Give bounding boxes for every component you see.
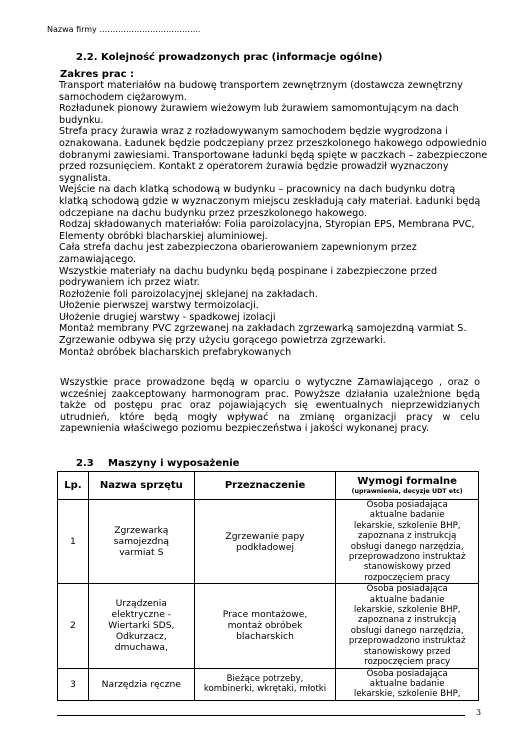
cell-requirements-line: lekarskie, szkolenie BHP, <box>353 605 461 616</box>
cell-lp-line: 3 <box>70 678 76 690</box>
cell-requirements-line: stanowiskowy przed <box>363 646 451 657</box>
cell-lp <box>58 668 89 700</box>
cell-purpose-line: Zgrzewanie papy <box>225 530 305 542</box>
cell-requirements-line: Osoba posiadająca <box>366 500 448 510</box>
scope-line: Elementy obróbki blacharskiej aluminiowej. <box>59 230 268 242</box>
scope-line: dobranymi zawiesiami. Transportowane ładunki będą spięte w paczkach – zabezpieczone <box>59 149 488 161</box>
cell-purpose-line: montaż obróbek <box>227 620 303 632</box>
cell-name-line: samojezdną <box>113 536 169 548</box>
scope-line: Rodzaj składowanych materiałów: Folia paroizolacyjna, Styropian EPS, Membrana PVC, <box>59 219 475 231</box>
scope-line: samochodem ciężarowym. <box>59 91 187 103</box>
cell-purpose <box>194 500 336 584</box>
scope-line: Ułożenie drugiej warstwy - spadkowej izolacji <box>59 311 276 323</box>
scope-line: odczepiane na dachu budynku przez przeszkolonego hakowego. <box>59 207 368 219</box>
cell-requirements-line: aktualne badanie <box>369 510 445 521</box>
cell-name <box>88 500 194 584</box>
scope-line: Wejście na dach klatką schodową w budynku – pracownicy na dach budynku dotrą <box>59 184 456 196</box>
cell-purpose-line: kombinerki, wkrętaki, młotki <box>203 684 327 695</box>
cell-name-line: Urządzenia <box>115 598 167 610</box>
cell-requirements-line: Osoba posiadająca <box>366 584 448 595</box>
col-lp: Lp. <box>58 472 89 500</box>
cell-requirements-line: aktualne badanie <box>369 594 445 605</box>
col-requirements-label: Wymogi formalne <box>357 475 457 487</box>
equipment-section-title <box>76 458 239 469</box>
cell-requirements-line: przeprowadzono instruktaż <box>348 552 466 563</box>
cell-requirements <box>336 500 479 584</box>
cell-name-line: Wiertarki SDS, <box>108 620 175 632</box>
cell-requirements <box>336 668 479 700</box>
col-purpose: Przeznaczenie <box>194 472 336 500</box>
scope-line: Montaż membrany PVC zgrzewanej na zakładach zgrzewarką samojezdną varmiat S. <box>59 323 467 335</box>
scope-line: Cała strefa dachu jest zabezpieczona obarierowaniem zapewnionym przez <box>59 242 417 254</box>
scope-line: Transport materiałów na budowę transportem zewnętrznym (dostawcza zewnętrzny <box>59 80 463 91</box>
cell-name-line: Zgrzewarką <box>114 525 169 537</box>
cell-requirements-line: rozpoczęciem pracy <box>364 657 451 668</box>
cell-requirements-line: lekarskie, szkolenie BHP, <box>353 689 461 700</box>
scope-line: Wszystkie materiały na dachu budynku będą pospinane i zabezpieczone przed <box>59 265 438 277</box>
cell-name-line: Odkurzacz, <box>115 631 167 643</box>
page-number: 3 <box>476 708 482 717</box>
cell-requirements-line: Osoba posiadająca <box>366 668 448 679</box>
scope-line: budynku. <box>59 114 104 126</box>
cell-purpose-line: podkładowej <box>236 541 295 553</box>
section-title: 2.2. Kolejność prowadzonych prac (informacje ogólne) <box>76 52 383 63</box>
cell-requirements-line: aktualne badanie <box>369 678 445 689</box>
table-row <box>58 584 479 668</box>
cell-name-line: elektryczne - <box>111 609 172 621</box>
paragraph-line: wcześniej zaakceptowany harmonogram prac. Powyższe działania uzależnione będą <box>60 388 480 400</box>
scope-line: zamawiającego. <box>59 253 137 265</box>
table-row <box>58 500 479 584</box>
equipment-section-label: Maszyny i wyposażenie <box>108 458 240 469</box>
table-header-row <box>58 472 479 500</box>
cell-lp-line: 2 <box>70 620 76 632</box>
paragraph-line: Wszystkie prace prowadzone będą w oparciu o wytyczne Zamawiającego , oraz o <box>60 377 480 388</box>
scope-line: Strefa pracy żurawia wraz z rozładowywanym samochodem będzie wygrodzona i <box>59 126 448 138</box>
paragraph-line: zapewnienia właściwego poziomu bezpieczeństwa i jakości wykonanej pracy. <box>60 423 429 435</box>
scope-line: Montaż obróbek blacharskich prefabrykowanych <box>59 346 292 358</box>
paragraph-line: także od postępu prac oraz pojawiających się ewentualnych nieprzewidzianych <box>60 400 480 412</box>
col-requirements <box>336 472 479 500</box>
scope-line: podrywaniem ich przez wiatr. <box>59 277 200 289</box>
cell-purpose <box>194 584 336 668</box>
scope-line: Rozładunek pionowy żurawiem wieżowym lub żurawiem samomontującym na dach <box>59 103 459 115</box>
equipment-section-number: 2.3 <box>76 458 94 469</box>
cell-requirements <box>336 584 479 668</box>
scope-title: Zakres prac : <box>60 69 135 80</box>
cell-requirements-line: zapoznana z instrukcją <box>357 615 457 626</box>
paragraph-line: utrudnień, które będą mogły wpływać na zmianę organizacji pracy w celu <box>60 411 480 423</box>
scope-line: przed rozsunięciem. Kontakt z operatorem żurawia będzie prowadził wyznaczony <box>59 161 449 173</box>
scope-line: oznakowana. Ładunek będzie podczepiany przez przeszkolonego hakowego odpowiednio <box>59 137 487 149</box>
scope-text <box>59 80 488 358</box>
cell-name-line: varmiat S <box>119 547 164 559</box>
cell-name-line: Narzędzia ręczne <box>101 678 181 690</box>
cell-purpose <box>194 668 336 700</box>
cell-purpose-line: blacharskich <box>236 631 294 643</box>
scope-line: klatką schodową gdzie w wyznaczonym miejscu zeskładują cały materiał. Ładunki będą <box>59 195 481 207</box>
scope-line: Rozłożenie foli paroizolacyjnej sklejanej na zakładach. <box>59 288 318 300</box>
cell-name-line: dmuchawa, <box>114 642 168 654</box>
scope-line: sygnalista. <box>59 172 111 184</box>
cell-requirements-line: obsługi danego narzędzia, <box>350 625 464 636</box>
col-name: Nazwa sprzętu <box>88 472 194 500</box>
scope-line: Zgrzewanie odbywa się przy użyciu gorącego powietrza zgrzewarki. <box>59 335 386 347</box>
scope-line: Ułożenie pierwszej warstwy termoizolacji. <box>59 300 259 312</box>
general-paragraph <box>60 377 480 435</box>
cell-requirements-line: obsługi danego narzędzia, <box>350 541 464 552</box>
cell-lp <box>58 500 89 584</box>
table-row <box>58 668 479 700</box>
cell-requirements-line: zapoznana z instrukcją <box>357 531 457 542</box>
cell-requirements-line: stanowiskowy przed <box>363 562 451 573</box>
cell-name <box>88 668 194 700</box>
equipment-table <box>57 471 479 701</box>
cell-purpose-line: Bieżące potrzeby, <box>226 673 304 684</box>
cell-purpose-line: Prace montażowe, <box>222 609 308 621</box>
cell-requirements-line: przeprowadzono instruktaż <box>348 636 466 647</box>
cell-requirements-line: rozpoczęciem pracy <box>364 572 451 583</box>
cell-lp-line: 1 <box>70 536 76 548</box>
cell-name <box>88 584 194 668</box>
cell-lp <box>58 584 89 668</box>
col-requirements-note: (uprawnienia, decyzje UDT etc) <box>351 487 463 495</box>
footer-divider <box>57 715 465 716</box>
company-name-header: Nazwa firmy ……………………………….. <box>47 25 201 34</box>
cell-requirements-line: lekarskie, szkolenie BHP, <box>353 520 461 531</box>
